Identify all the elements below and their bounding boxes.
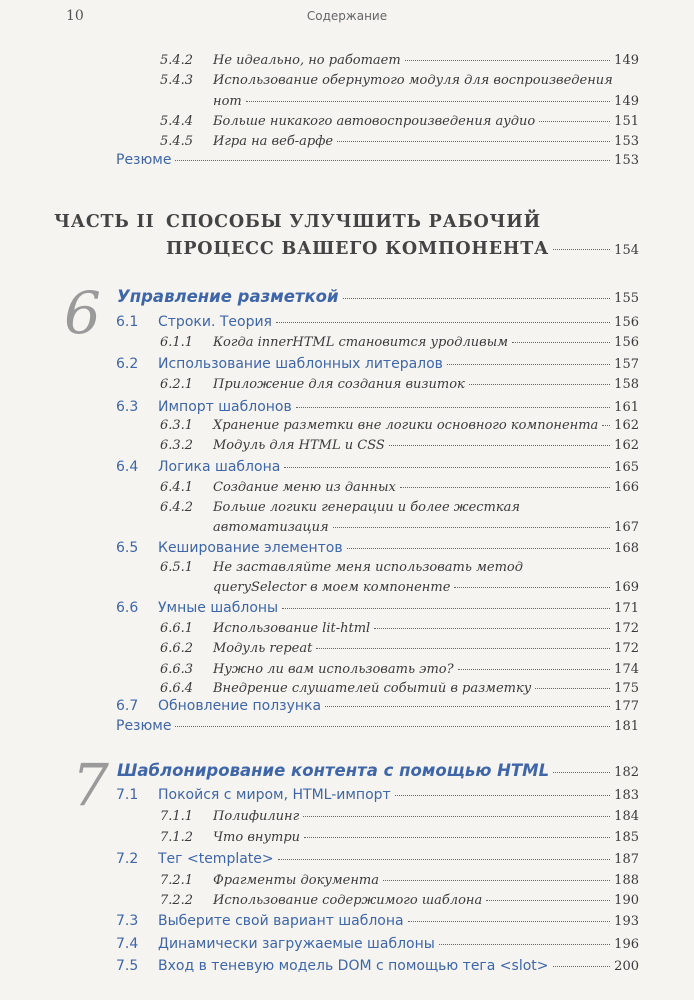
entry-page: 184 — [614, 809, 639, 824]
entry-page: 156 — [614, 335, 639, 350]
entry-title: Модуль для HTML и CSS — [213, 438, 385, 453]
entry-page: 188 — [614, 873, 639, 888]
entry-title: Кеширование элементов — [158, 540, 343, 556]
summary-label: Резюме — [116, 718, 172, 734]
entry-page: 158 — [614, 377, 639, 392]
entry-page: 183 — [614, 788, 639, 803]
toc-entry[interactable] — [0, 558, 694, 580]
toc-entry-continuation[interactable] — [0, 578, 694, 600]
toc-entry[interactable] — [0, 619, 694, 641]
entry-number: 6.6.4 — [160, 681, 194, 696]
entry-number: 7.1 — [116, 787, 139, 803]
entry-page: 167 — [614, 520, 639, 535]
entry-page: 187 — [614, 852, 639, 867]
chapter-number: 6 — [64, 279, 101, 347]
entry-number: 6.5.1 — [160, 560, 194, 575]
toc-entry[interactable] — [0, 375, 694, 397]
toc-entry[interactable] — [0, 807, 694, 829]
page-number: 10 — [66, 8, 84, 24]
entry-number: 5.4.5 — [160, 134, 194, 149]
entry-title: Игра на веб-арфе — [213, 134, 334, 149]
toc-entry[interactable] — [0, 935, 694, 957]
toc-chapter[interactable] — [0, 287, 694, 309]
entry-title: Обновление ползунка — [158, 698, 322, 714]
entry-title: Логика шаблона — [158, 459, 281, 475]
chapter-number: 7 — [72, 751, 109, 819]
entry-title: Тег <template> — [158, 851, 274, 867]
entry-title-continued: автоматизация — [213, 520, 329, 535]
entry-title: Создание меню из данных — [213, 480, 396, 495]
entry-number: 6.7 — [116, 698, 139, 714]
toc-entry[interactable] — [0, 891, 694, 913]
entry-number: 5.4.4 — [160, 114, 194, 129]
toc-entry[interactable] — [0, 333, 694, 355]
entry-number: 7.2.1 — [160, 873, 194, 888]
entry-title: Больше логики генерации и более жесткая — [213, 500, 520, 515]
entry-number: 6.3.2 — [160, 438, 194, 453]
entry-title: Что внутри — [213, 830, 301, 845]
toc-entry[interactable] — [0, 697, 694, 719]
entry-page: 172 — [614, 641, 639, 656]
toc-entry[interactable] — [0, 112, 694, 134]
entry-number: 6.6.1 — [160, 621, 194, 636]
entry-page: 165 — [614, 460, 639, 475]
entry-number: 6.4.2 — [160, 500, 194, 515]
entry-page: 196 — [614, 937, 639, 952]
entry-number: 6.1.1 — [160, 335, 194, 350]
entry-number: 7.4 — [116, 936, 139, 952]
part-prefix: ЧАСТЬ II — [54, 212, 155, 232]
toc-entry[interactable] — [0, 828, 694, 850]
entry-page: 162 — [614, 438, 639, 453]
entry-title: Хранение разметки вне логики основного компонента — [213, 418, 599, 433]
toc-entry[interactable] — [0, 498, 694, 520]
part-title-line1: СПОСОБЫ УЛУЧШИТЬ РАБОЧИЙ — [166, 212, 541, 232]
entry-title: Выберите свой вариант шаблона — [158, 913, 404, 929]
toc-entry[interactable] — [0, 416, 694, 438]
toc-entry[interactable] — [0, 599, 694, 621]
entry-title: Динамически загружаемые шаблоны — [158, 936, 435, 952]
entry-number: 7.1.1 — [160, 809, 194, 824]
entry-page: 193 — [614, 914, 639, 929]
toc-entry[interactable] — [0, 355, 694, 377]
entry-title: Не идеально, но работает — [213, 53, 401, 68]
toc-part[interactable] — [0, 212, 694, 268]
entry-number: 6.2 — [116, 356, 139, 372]
toc-entry[interactable] — [0, 786, 694, 808]
page-header — [0, 8, 694, 28]
summary-label: Резюме — [116, 152, 172, 168]
toc-entry[interactable] — [0, 478, 694, 500]
entry-page: 168 — [614, 541, 639, 556]
toc-entry[interactable] — [0, 313, 694, 335]
toc-summary[interactable] — [0, 717, 694, 739]
entry-page: 175 — [614, 681, 639, 696]
entry-title: Больше никакого автовоспроизведения аудио — [213, 114, 536, 129]
entry-page: 156 — [614, 315, 639, 330]
toc-entry[interactable] — [0, 639, 694, 661]
entry-number: 6.6 — [116, 600, 139, 616]
entry-title: Умные шаблоны — [158, 600, 279, 616]
entry-title: Когда innerHTML становится уродливым — [213, 335, 509, 350]
entry-title: Не заставляйте меня использовать метод — [213, 560, 523, 575]
entry-title-continued: нот — [213, 94, 242, 109]
entry-title: Приложение для создания визиток — [213, 377, 465, 392]
entry-title: Импорт шаблонов — [158, 399, 292, 415]
chapter-title: Управление разметкой — [117, 287, 339, 306]
entry-title: Модуль repeat — [213, 641, 313, 656]
entry-page: 172 — [614, 621, 639, 636]
part-title-line2: ПРОЦЕСС ВАШЕГО КОМПОНЕНТА — [166, 239, 550, 259]
entry-title: Использование обернутого модуля для воспроизведения — [213, 73, 613, 88]
entry-number: 6.6.3 — [160, 662, 194, 677]
toc-entry[interactable] — [0, 51, 694, 73]
entry-title: Внедрение слушателей событий в разметку — [213, 681, 532, 696]
entry-page: 157 — [614, 357, 639, 372]
entry-number: 6.3 — [116, 399, 139, 415]
entry-number: 6.5 — [116, 540, 139, 556]
entry-number: 6.1 — [116, 314, 139, 330]
entry-number: 6.4.1 — [160, 480, 194, 495]
entry-number: 7.1.2 — [160, 830, 194, 845]
entry-number: 7.3 — [116, 913, 139, 929]
part-page: 154 — [614, 243, 639, 258]
chapter-page: 182 — [614, 765, 639, 780]
entry-number: 7.5 — [116, 958, 139, 974]
entry-page: 200 — [614, 959, 639, 974]
running-title: Содержание — [306, 9, 388, 23]
entry-page: 185 — [614, 830, 639, 845]
entry-page: 161 — [614, 400, 639, 415]
entry-title: Вход в теневую модель DOM с помощью тега <slot> — [158, 958, 549, 974]
entry-title: Нужно ли вам использовать это? — [213, 662, 454, 677]
entry-page: 153 — [614, 153, 639, 168]
toc-entry[interactable] — [0, 871, 694, 893]
entry-title: Использование шаблонных литералов — [158, 356, 443, 372]
entry-title: Строки. Теория — [158, 314, 272, 330]
entry-number: 6.6.2 — [160, 641, 194, 656]
entry-number: 5.4.3 — [160, 73, 194, 88]
entry-title: Покойся с миром, HTML-импорт — [158, 787, 391, 803]
entry-number: 7.2.2 — [160, 893, 194, 908]
entry-page: 190 — [614, 893, 639, 908]
toc-entry[interactable] — [0, 912, 694, 934]
entry-number: 6.4 — [116, 459, 139, 475]
chapter-page: 155 — [614, 291, 639, 306]
toc-entry-continuation[interactable] — [0, 518, 694, 540]
toc-entry[interactable] — [0, 436, 694, 458]
entry-number: 7.2 — [116, 851, 139, 867]
entry-number: 6.3.1 — [160, 418, 194, 433]
entry-page: 177 — [614, 699, 639, 714]
entry-page: 149 — [614, 94, 639, 109]
entry-title: Полифилинг — [213, 809, 300, 824]
toc-entry[interactable] — [0, 71, 694, 93]
chapter-title: Шаблонирование контента с помощью HTML — [117, 761, 550, 780]
entry-page: 166 — [614, 480, 639, 495]
toc-chapter[interactable] — [0, 761, 694, 783]
entry-page: 153 — [614, 134, 639, 149]
entry-title: Использование содержимого шаблона — [213, 893, 483, 908]
toc-entry[interactable] — [0, 957, 694, 979]
entry-page: 151 — [614, 114, 639, 129]
entry-page: 162 — [614, 418, 639, 433]
entry-title-continued: querySelector в моем компоненте — [213, 580, 451, 595]
entry-title: Использование lit-html — [213, 621, 371, 636]
entry-title: Фрагменты документа — [213, 873, 379, 888]
entry-number: 5.4.2 — [160, 53, 194, 68]
entry-page: 169 — [614, 580, 639, 595]
entry-page: 174 — [614, 662, 639, 677]
toc-summary[interactable] — [0, 151, 694, 173]
toc-entry-continuation[interactable] — [0, 92, 694, 114]
entry-number: 6.2.1 — [160, 377, 194, 392]
toc-entry[interactable] — [0, 850, 694, 872]
entry-page: 149 — [614, 53, 639, 68]
toc-entry[interactable] — [0, 458, 694, 480]
entry-page: 181 — [614, 719, 639, 734]
entry-page: 171 — [614, 601, 639, 616]
